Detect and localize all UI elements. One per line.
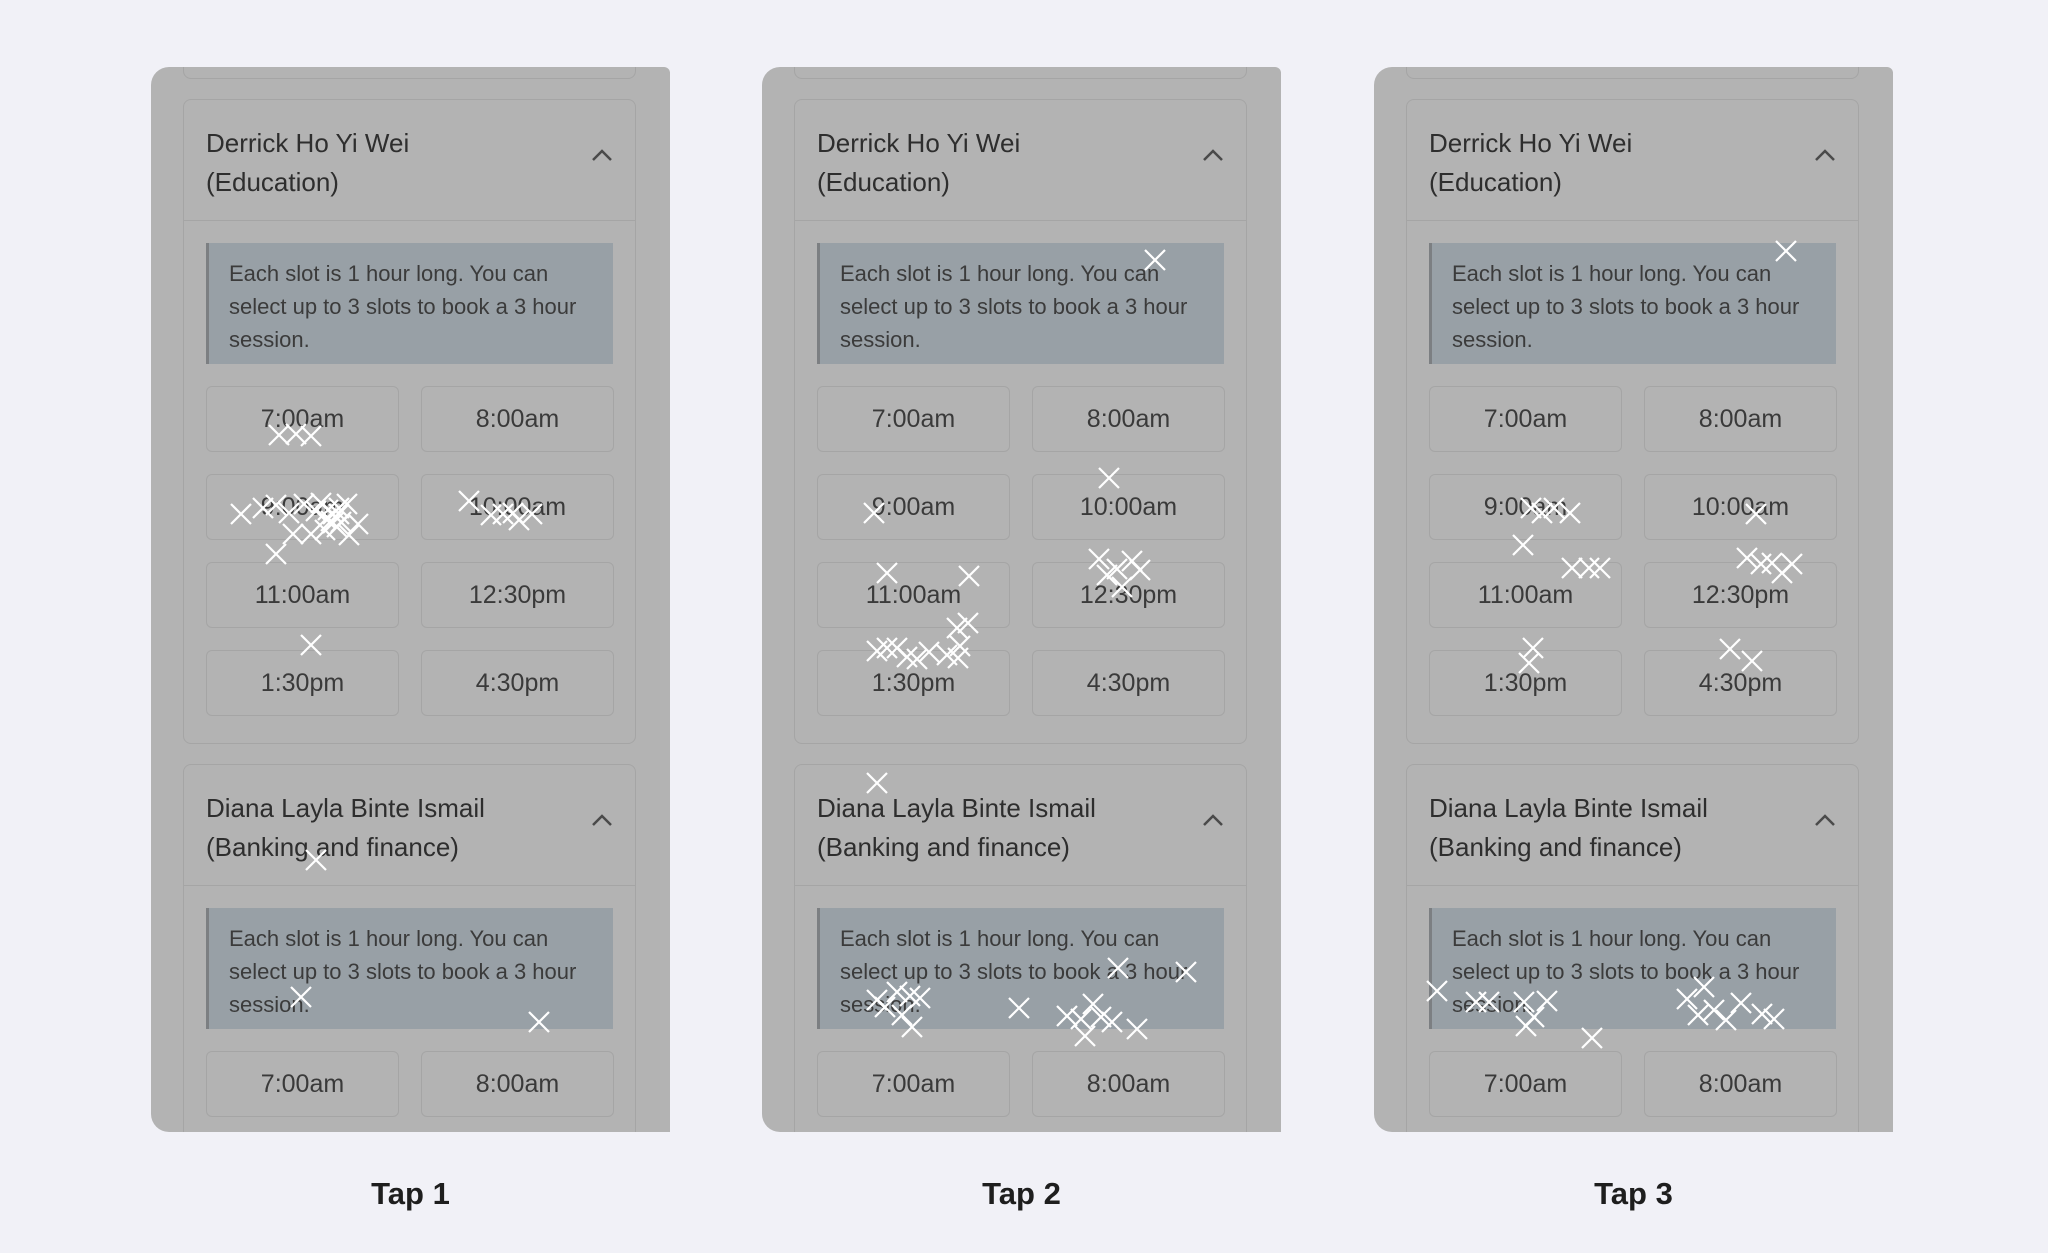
slot-button[interactable]: 7:00am bbox=[1429, 1051, 1622, 1117]
slot-button[interactable]: 8:00am bbox=[1644, 386, 1837, 452]
slot-button[interactable]: 11:00am bbox=[206, 562, 399, 628]
chevron-up-icon[interactable] bbox=[591, 148, 613, 162]
slot-button[interactable]: 8:00am bbox=[1644, 1051, 1837, 1117]
slot-button[interactable]: 8:00am bbox=[421, 386, 614, 452]
previous-section-stub bbox=[183, 67, 636, 79]
mentor-name bbox=[206, 124, 555, 202]
section-header[interactable] bbox=[795, 765, 1246, 886]
slot-button[interactable]: 8:00am bbox=[421, 1051, 614, 1117]
panel-caption: Tap 2 bbox=[982, 1176, 1061, 1211]
slot-button[interactable]: 4:30pm bbox=[1032, 650, 1225, 716]
mentor-field: (Education) bbox=[1429, 167, 1562, 197]
section-header[interactable] bbox=[1407, 765, 1858, 886]
chevron-up-icon[interactable] bbox=[1202, 813, 1224, 827]
slot-button[interactable]: 4:30pm bbox=[421, 650, 614, 716]
panel-caption: Tap 3 bbox=[1594, 1176, 1673, 1211]
mentor-name-line1: Derrick Ho Yi Wei bbox=[206, 128, 410, 158]
slot-grid bbox=[817, 386, 1224, 716]
slot-grid bbox=[817, 1051, 1224, 1117]
slot-button[interactable]: 9:00am bbox=[206, 474, 399, 540]
mentor-section-derrick bbox=[183, 99, 636, 744]
mentor-section-diana bbox=[794, 764, 1247, 1132]
slot-info-note: Each slot is 1 hour long. You can select up to 3 slots to book a 3 hour session. bbox=[1429, 243, 1836, 364]
slot-info-note: Each slot is 1 hour long. You can select up to 3 slots to book a 3 hour session. bbox=[206, 243, 613, 364]
slot-button[interactable]: 12:30pm bbox=[1032, 562, 1225, 628]
slot-button[interactable]: 10:00am bbox=[421, 474, 614, 540]
phone-screen bbox=[1374, 67, 1893, 1132]
mentor-name bbox=[817, 789, 1166, 867]
slot-button[interactable]: 11:00am bbox=[817, 562, 1010, 628]
mentor-name bbox=[817, 124, 1166, 202]
slot-button[interactable]: 11:00am bbox=[1429, 562, 1622, 628]
slot-button[interactable]: 7:00am bbox=[1429, 386, 1622, 452]
mentor-name-line1: Derrick Ho Yi Wei bbox=[1429, 128, 1633, 158]
mentor-section-derrick bbox=[794, 99, 1247, 744]
slot-button[interactable]: 1:30pm bbox=[817, 650, 1010, 716]
slot-info-note: Each slot is 1 hour long. You can select up to 3 slots to book a 3 hour session. bbox=[817, 908, 1224, 1029]
mentor-section-derrick bbox=[1406, 99, 1859, 744]
previous-section-stub bbox=[1406, 67, 1859, 79]
chevron-up-icon[interactable] bbox=[1202, 148, 1224, 162]
section-header[interactable] bbox=[1407, 100, 1858, 221]
mentor-section-diana bbox=[1406, 764, 1859, 1132]
slot-button[interactable]: 10:00am bbox=[1644, 474, 1837, 540]
slot-button[interactable]: 1:30pm bbox=[206, 650, 399, 716]
mentor-name-line1: Derrick Ho Yi Wei bbox=[817, 128, 1021, 158]
chevron-up-icon[interactable] bbox=[1814, 148, 1836, 162]
slot-button[interactable]: 7:00am bbox=[817, 386, 1010, 452]
slot-button[interactable]: 8:00am bbox=[1032, 386, 1225, 452]
chevron-up-icon[interactable] bbox=[591, 813, 613, 827]
slot-grid bbox=[1429, 386, 1836, 716]
mentor-field: (Education) bbox=[206, 167, 339, 197]
mentor-field: (Banking and finance) bbox=[206, 832, 459, 862]
mentor-section-diana bbox=[183, 764, 636, 1132]
slot-grid bbox=[1429, 1051, 1836, 1117]
section-header[interactable] bbox=[795, 100, 1246, 221]
mentor-name-line1: Diana Layla Binte Ismail bbox=[1429, 793, 1708, 823]
slot-button[interactable]: 1:30pm bbox=[1429, 650, 1622, 716]
slot-button[interactable]: 9:00am bbox=[817, 474, 1010, 540]
mentor-name bbox=[1429, 124, 1778, 202]
slot-info-note: Each slot is 1 hour long. You can select up to 3 slots to book a 3 hour session. bbox=[206, 908, 613, 1029]
mentor-field: (Education) bbox=[817, 167, 950, 197]
slot-button[interactable]: 12:30pm bbox=[1644, 562, 1837, 628]
slot-info-note: Each slot is 1 hour long. You can select up to 3 slots to book a 3 hour session. bbox=[1429, 908, 1836, 1029]
slot-grid bbox=[206, 386, 613, 716]
section-header[interactable] bbox=[184, 765, 635, 886]
slot-button[interactable]: 4:30pm bbox=[1644, 650, 1837, 716]
phone-screen bbox=[151, 67, 670, 1132]
mentor-name-line1: Diana Layla Binte Ismail bbox=[817, 793, 1096, 823]
previous-section-stub bbox=[794, 67, 1247, 79]
mentor-name bbox=[1429, 789, 1778, 867]
slot-button[interactable]: 7:00am bbox=[817, 1051, 1010, 1117]
panel-tap-3 bbox=[1374, 67, 1893, 1212]
mentor-name bbox=[206, 789, 555, 867]
slot-button[interactable]: 7:00am bbox=[206, 386, 399, 452]
panel-tap-2 bbox=[762, 67, 1281, 1212]
slot-grid bbox=[206, 1051, 613, 1117]
slot-button[interactable]: 9:00am bbox=[1429, 474, 1622, 540]
mentor-name-line1: Diana Layla Binte Ismail bbox=[206, 793, 485, 823]
panel-caption: Tap 1 bbox=[371, 1176, 450, 1211]
slot-button[interactable]: 10:00am bbox=[1032, 474, 1225, 540]
slot-info-note: Each slot is 1 hour long. You can select up to 3 slots to book a 3 hour session. bbox=[817, 243, 1224, 364]
mentor-field: (Banking and finance) bbox=[1429, 832, 1682, 862]
slot-button[interactable]: 12:30pm bbox=[421, 562, 614, 628]
chevron-up-icon[interactable] bbox=[1814, 813, 1836, 827]
section-header[interactable] bbox=[184, 100, 635, 221]
panel-tap-1 bbox=[151, 67, 670, 1212]
slot-button[interactable]: 8:00am bbox=[1032, 1051, 1225, 1117]
phone-screen bbox=[762, 67, 1281, 1132]
mentor-field: (Banking and finance) bbox=[817, 832, 1070, 862]
slot-button[interactable]: 7:00am bbox=[206, 1051, 399, 1117]
